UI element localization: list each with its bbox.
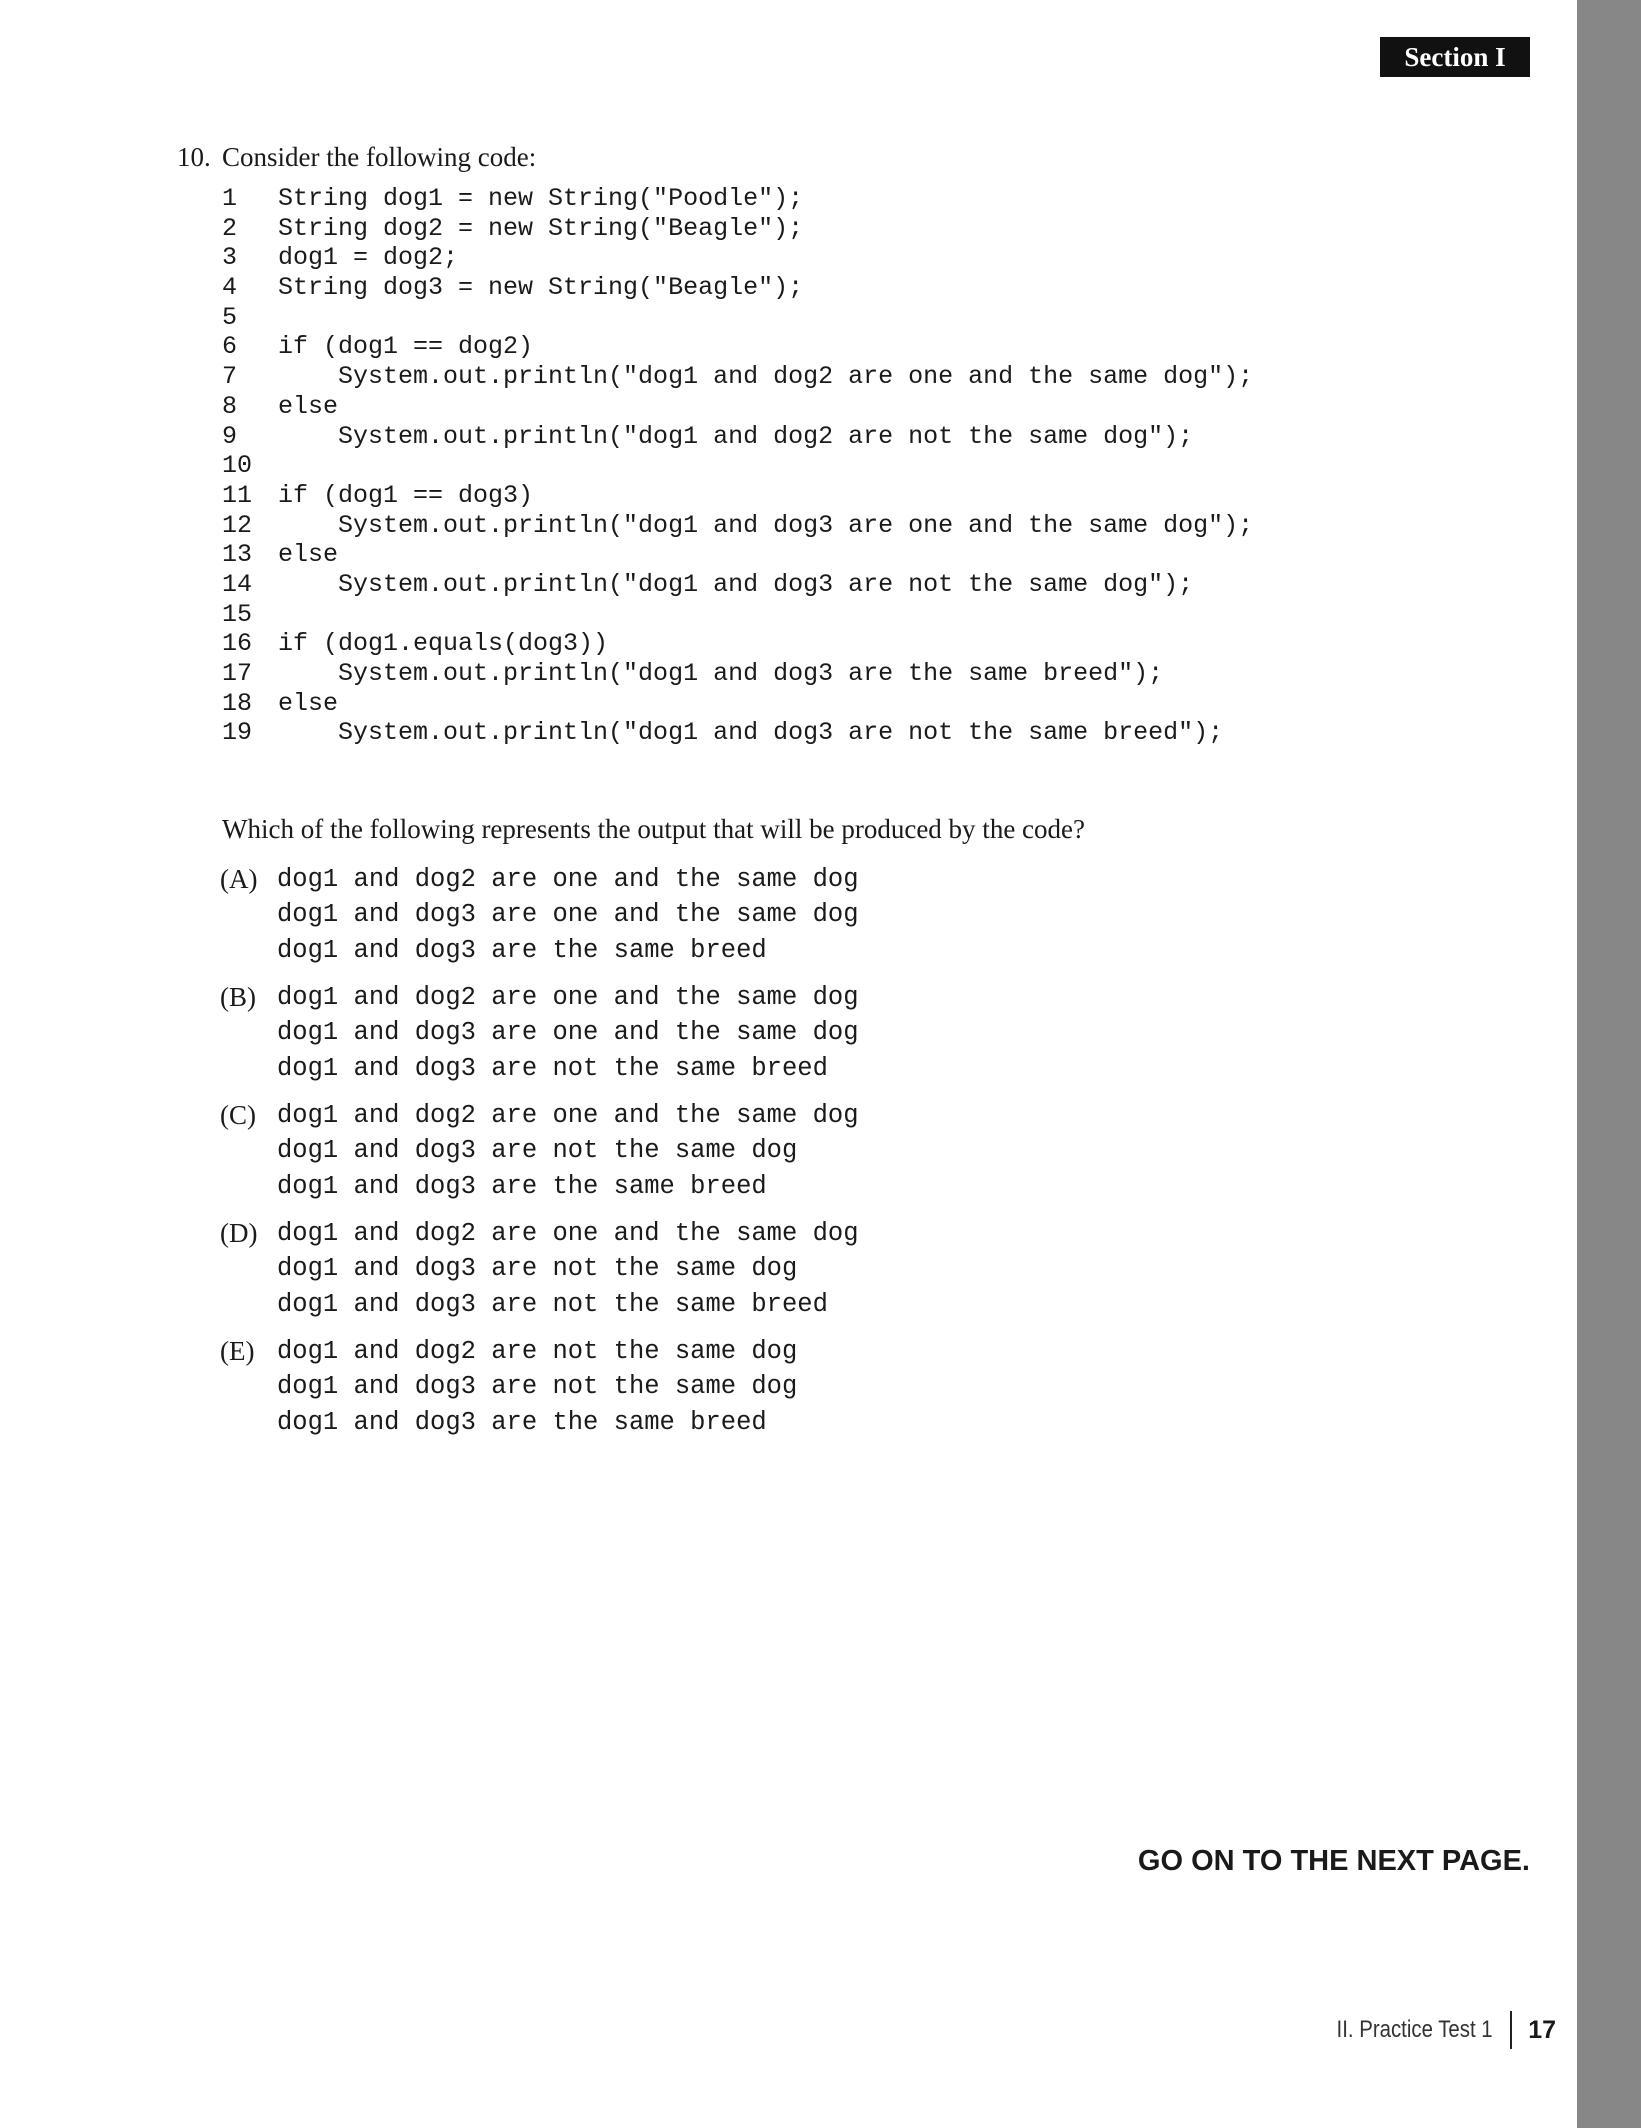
question-number: 10. <box>177 142 211 172</box>
output-line: dog1 and dog3 are one and the same dog <box>277 900 859 930</box>
output-line: dog1 and dog3 are not the same dog <box>277 1136 798 1166</box>
line-number: 8 <box>222 391 238 421</box>
line-number: 17 <box>222 659 253 688</box>
choice-letter: (C) <box>220 1100 256 1130</box>
output-line: dog1 and dog2 are one and the same dog <box>277 983 859 1012</box>
code-text: String dog2 = new String("Beagle"); <box>278 213 804 243</box>
code-text: dog1 = dog2; <box>278 243 459 273</box>
output-line: dog1 and dog2 are one and the same dog <box>277 865 859 894</box>
line-number: 1 <box>222 184 238 213</box>
code-line <box>222 689 1253 719</box>
line-number: 19 <box>222 718 253 748</box>
code-line <box>222 273 1253 303</box>
code-line <box>222 718 1253 748</box>
line-number: 7 <box>222 362 238 392</box>
output-line: dog1 and dog3 are not the same breed <box>277 1053 828 1083</box>
question-prompt: Consider the following code: <box>222 142 537 172</box>
footer-label: II. Practice Test 1 <box>1336 2016 1493 2043</box>
line-number: 13 <box>222 540 253 570</box>
line-number: 6 <box>222 332 238 362</box>
output-line: dog1 and dog3 are the same breed <box>277 1171 767 1201</box>
page-number: 17 <box>1528 2015 1556 2044</box>
output-line: dog1 and dog2 are not the same dog <box>277 1337 798 1366</box>
choice-letter: (E) <box>220 1336 255 1366</box>
line-number: 4 <box>222 273 238 303</box>
code-text: else <box>278 688 339 718</box>
code-text: if (dog1 == dog3) <box>278 480 534 510</box>
line-number: 2 <box>222 213 238 243</box>
code-text: System.out.println("dog1 and dog3 are one and the same dog"); <box>278 510 1254 540</box>
choice-letter: (A) <box>220 864 258 894</box>
output-line: dog1 and dog3 are not the same dog <box>277 1254 798 1284</box>
code-text: System.out.println("dog1 and dog2 are not the same dog"); <box>278 421 1194 451</box>
code-line <box>222 659 1253 689</box>
line-number: 18 <box>222 688 253 718</box>
code-text: if (dog1.equals(dog3)) <box>278 629 609 659</box>
code-line <box>222 422 1253 452</box>
code-text: else <box>278 540 339 570</box>
code-text: else <box>278 391 339 421</box>
code-line <box>222 481 1253 511</box>
line-number: 16 <box>222 629 253 659</box>
code-listing <box>222 184 1253 748</box>
code-line <box>222 214 1253 244</box>
line-number: 3 <box>222 243 238 273</box>
section-label: Section I <box>1380 37 1530 77</box>
choice-output <box>277 980 859 1086</box>
code-text: System.out.println("dog1 and dog3 are not the same breed"); <box>278 718 1224 748</box>
choice-output <box>277 1098 859 1204</box>
question-stem: Which of the following represents the output that will be produced by the code? <box>222 814 1085 844</box>
code-line <box>222 392 1253 422</box>
output-line: dog1 and dog3 are the same breed <box>277 1407 767 1437</box>
line-number: 9 <box>222 421 238 451</box>
footer-divider <box>1510 2011 1512 2049</box>
page-footer <box>1309 2010 1556 2050</box>
code-line <box>222 511 1253 541</box>
code-text: System.out.println("dog1 and dog2 are one and the same dog"); <box>278 362 1254 392</box>
choice-letter: (D) <box>220 1218 258 1248</box>
line-number: 5 <box>222 302 238 332</box>
page-edge-bar <box>1577 0 1641 2128</box>
code-line <box>222 629 1253 659</box>
choice-output <box>277 1334 797 1440</box>
output-line: dog1 and dog3 are the same breed <box>277 935 767 965</box>
choice-output <box>277 862 859 968</box>
code-line <box>222 332 1253 362</box>
code-text: if (dog1 == dog2) <box>278 332 534 362</box>
code-text: System.out.println("dog1 and dog3 are not the same dog"); <box>278 569 1194 599</box>
output-line: dog1 and dog3 are not the same dog <box>277 1372 798 1402</box>
code-line <box>222 600 1253 630</box>
line-number: 15 <box>222 599 253 629</box>
go-on-notice: GO ON TO THE NEXT PAGE. <box>1137 1845 1530 1877</box>
line-number: 12 <box>222 510 253 540</box>
line-number: 10 <box>222 451 253 481</box>
output-line: dog1 and dog3 are not the same breed <box>277 1289 828 1319</box>
code-text: String dog1 = new String("Poodle"); <box>278 184 804 213</box>
code-line <box>222 243 1253 273</box>
choice-output <box>277 1216 859 1322</box>
output-line: dog1 and dog3 are one and the same dog <box>277 1018 859 1048</box>
output-line: dog1 and dog2 are one and the same dog <box>277 1101 859 1130</box>
line-number: 14 <box>222 569 253 599</box>
code-line <box>222 570 1253 600</box>
code-line <box>222 451 1253 481</box>
choice-letter: (B) <box>220 982 256 1012</box>
code-line <box>222 303 1253 333</box>
code-line <box>222 540 1253 570</box>
code-line <box>222 184 1253 214</box>
code-text: String dog3 = new String("Beagle"); <box>278 273 804 303</box>
output-line: dog1 and dog2 are one and the same dog <box>277 1219 859 1248</box>
code-text: System.out.println("dog1 and dog3 are the same breed"); <box>278 659 1164 688</box>
line-number: 11 <box>222 480 253 510</box>
code-line <box>222 362 1253 392</box>
